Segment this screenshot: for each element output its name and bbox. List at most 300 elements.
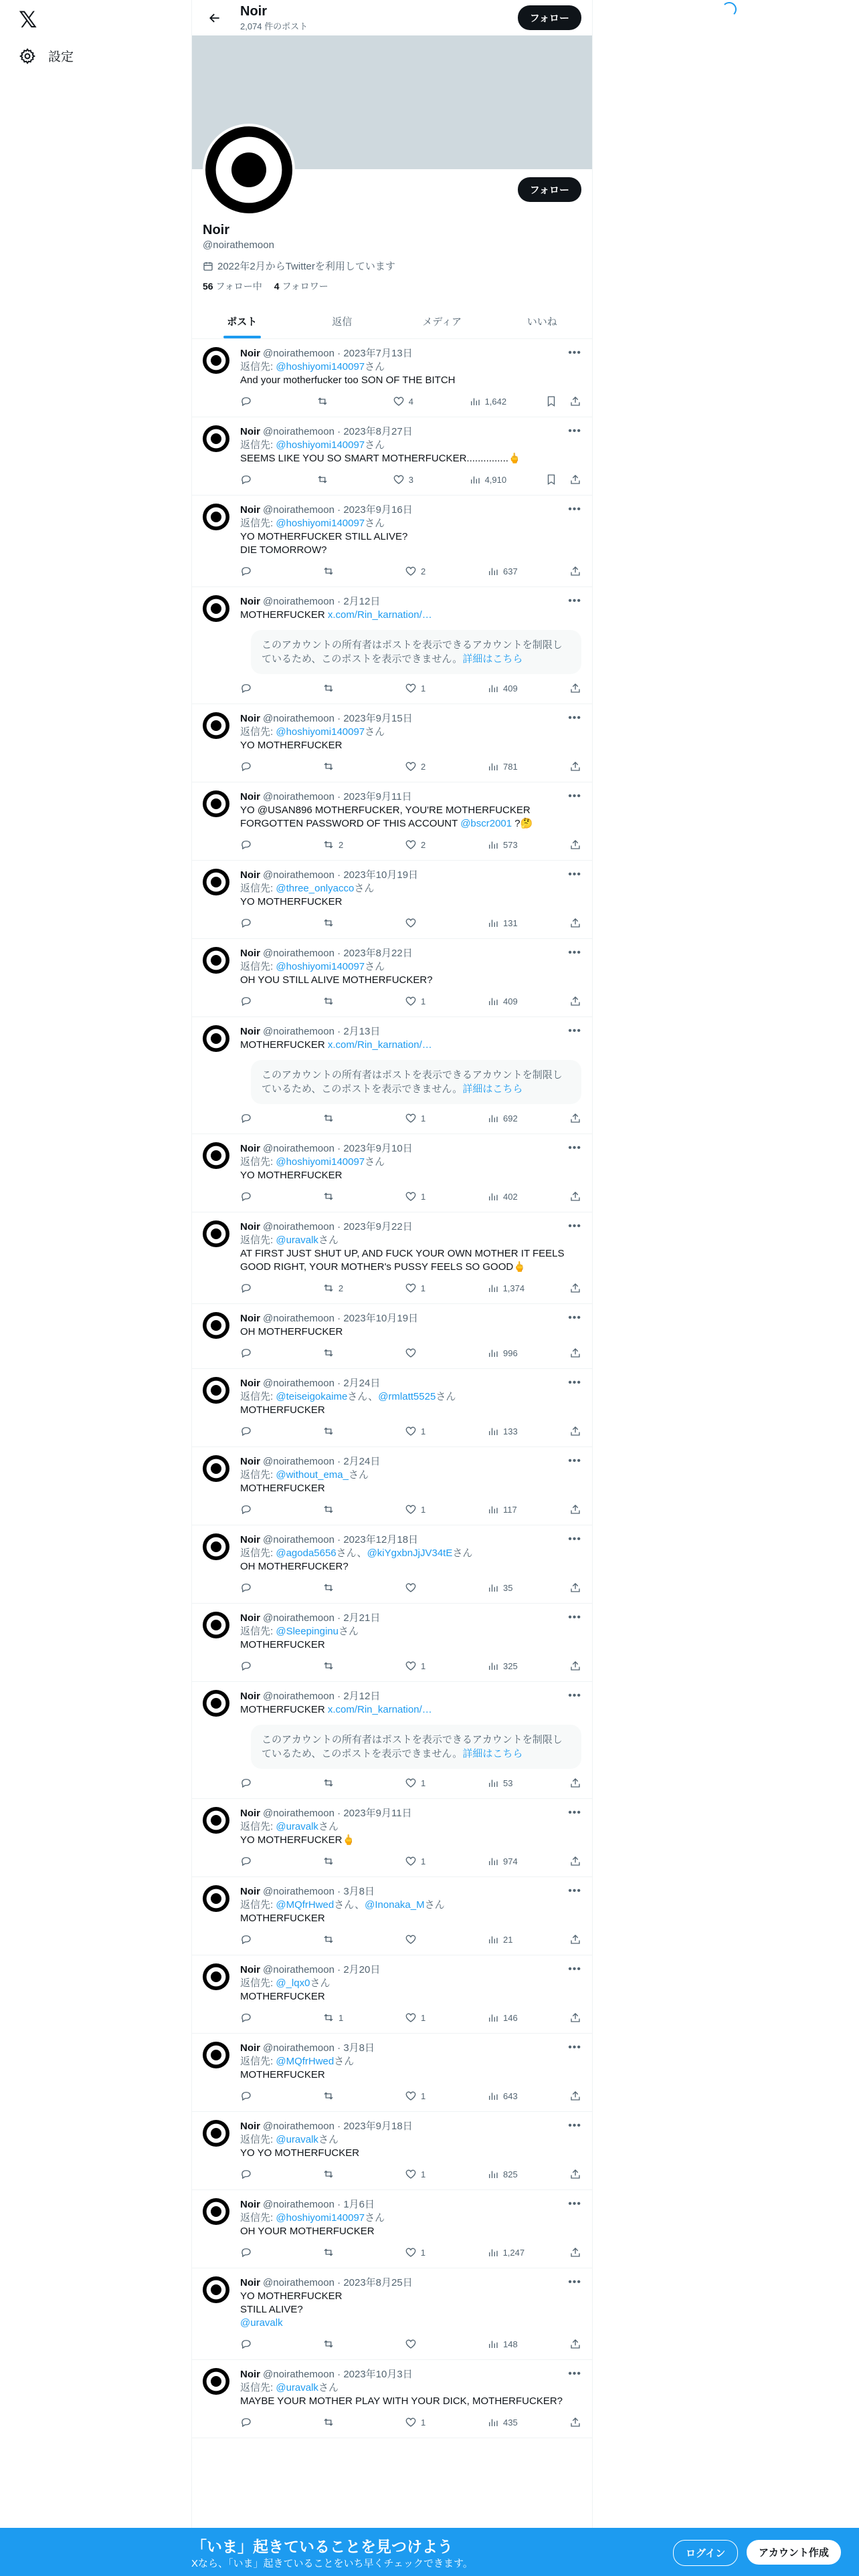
like-button[interactable] xyxy=(405,1777,442,1789)
views-button[interactable] xyxy=(487,1503,524,1515)
share-button[interactable] xyxy=(569,2168,581,2180)
reply-button[interactable] xyxy=(240,1425,278,1437)
reply-button[interactable] xyxy=(240,565,278,577)
retweet-button[interactable] xyxy=(322,682,360,694)
views-button[interactable] xyxy=(487,682,524,694)
tweet-author-handle[interactable]: @noirathemoon xyxy=(263,504,335,516)
reply-to-link[interactable]: @Inonaka_M xyxy=(365,1899,425,1911)
tweet-avatar-icon[interactable] xyxy=(203,869,229,895)
tweet-date[interactable]: 2月12日 xyxy=(343,1691,381,1702)
views-button[interactable] xyxy=(487,760,524,772)
reply-to-link[interactable]: @hoshiyomi140097 xyxy=(276,518,365,529)
tweet-author-handle[interactable]: @noirathemoon xyxy=(263,1456,335,1467)
tweet-avatar-icon[interactable] xyxy=(203,504,229,530)
retweet-button[interactable] xyxy=(322,1282,360,1294)
more-options-icon[interactable]: ••• xyxy=(568,504,581,515)
tweet[interactable] xyxy=(192,1604,592,1682)
tweet-avatar-icon[interactable] xyxy=(203,712,229,739)
share-button[interactable] xyxy=(569,1112,581,1124)
tweet[interactable] xyxy=(192,1525,592,1604)
tweet-avatar-icon[interactable] xyxy=(203,1377,229,1404)
tweet[interactable] xyxy=(192,1877,592,1955)
tweet-avatar-icon[interactable] xyxy=(203,1612,229,1638)
share-button[interactable] xyxy=(569,1347,581,1359)
more-options-icon[interactable]: ••• xyxy=(568,1142,581,1154)
reply-to-link[interactable]: @Sleepinginu xyxy=(276,1626,339,1637)
tweet[interactable] xyxy=(192,1017,592,1134)
share-button[interactable] xyxy=(569,760,581,772)
views-button[interactable] xyxy=(487,1347,524,1359)
retweet-button[interactable] xyxy=(322,2090,360,2102)
retweet-button[interactable] xyxy=(322,1855,360,1867)
reply-button[interactable] xyxy=(240,917,278,929)
tab-media[interactable]: メディア xyxy=(422,316,462,328)
tweet-author-name[interactable]: Noir xyxy=(240,1534,260,1545)
share-button[interactable] xyxy=(569,1425,581,1437)
tweet-avatar-icon[interactable] xyxy=(203,1312,229,1339)
tweet-author-handle[interactable]: @noirathemoon xyxy=(263,1313,335,1324)
views-button[interactable] xyxy=(487,1933,524,1945)
views-button[interactable] xyxy=(487,1777,524,1789)
views-button[interactable] xyxy=(469,395,507,407)
share-button[interactable] xyxy=(569,1855,581,1867)
tweet-avatar-icon[interactable] xyxy=(203,425,229,452)
tweet-author-name[interactable]: Noir xyxy=(240,1808,260,1819)
reply-to-link[interactable]: @_lqx0 xyxy=(276,1977,310,1989)
settings-link[interactable] xyxy=(19,47,74,65)
tweet-author-name[interactable]: Noir xyxy=(240,426,260,437)
retweet-button[interactable] xyxy=(322,1503,360,1515)
tweet-author-name[interactable]: Noir xyxy=(240,1456,260,1467)
views-button[interactable] xyxy=(487,2338,524,2350)
reply-to-link[interactable]: @uravalk xyxy=(276,1235,318,1246)
more-options-icon[interactable]: ••• xyxy=(568,1612,581,1623)
tweet-date[interactable]: 2023年10月19日 xyxy=(343,1313,419,1324)
share-button[interactable] xyxy=(569,473,581,486)
views-button[interactable] xyxy=(487,839,524,851)
views-button[interactable] xyxy=(487,1425,524,1437)
tweet-author-name[interactable]: Noir xyxy=(240,1886,260,1897)
retweet-button[interactable] xyxy=(322,839,360,851)
tweet-author-handle[interactable]: @noirathemoon xyxy=(263,596,335,607)
tweet-link[interactable]: x.com/Rin_karnation/… xyxy=(327,609,432,621)
reply-to-link[interactable]: @rmlatt5525 xyxy=(378,1391,436,1402)
tweet-date[interactable]: 3月8日 xyxy=(343,1886,375,1897)
tweet-date[interactable]: 2023年10月19日 xyxy=(343,869,419,881)
reply-button[interactable] xyxy=(240,2012,278,2024)
tweet-date[interactable]: 2023年8月25日 xyxy=(343,2277,413,2288)
tweet[interactable] xyxy=(192,2112,592,2190)
bookmark-button[interactable] xyxy=(545,473,557,486)
more-options-icon[interactable]: ••• xyxy=(568,1025,581,1037)
reply-to-link[interactable]: @hoshiyomi140097 xyxy=(276,726,365,738)
more-options-icon[interactable]: ••• xyxy=(568,1455,581,1467)
tweet-date[interactable]: 2023年9月11日 xyxy=(343,791,412,802)
tweet[interactable] xyxy=(192,1799,592,1877)
tweet-author-handle[interactable]: @noirathemoon xyxy=(263,348,335,359)
retweet-button[interactable] xyxy=(322,1933,360,1945)
retweet-button[interactable] xyxy=(322,2416,360,2428)
tweet-author-handle[interactable]: @noirathemoon xyxy=(263,2369,335,2380)
more-options-icon[interactable]: ••• xyxy=(568,1377,581,1388)
tweet-author-handle[interactable]: @noirathemoon xyxy=(263,1886,335,1897)
like-button[interactable] xyxy=(405,760,442,772)
more-options-icon[interactable]: ••• xyxy=(568,2198,581,2210)
reply-button[interactable] xyxy=(240,473,278,486)
tweet-avatar-icon[interactable] xyxy=(203,790,229,817)
views-button[interactable] xyxy=(487,1660,524,1672)
follow-button[interactable]: フォロー xyxy=(518,177,581,202)
like-button[interactable] xyxy=(393,473,430,486)
tweet-avatar-icon[interactable] xyxy=(203,2042,229,2068)
reply-button[interactable] xyxy=(240,2338,278,2350)
reply-button[interactable] xyxy=(240,995,278,1007)
tweet-author-name[interactable]: Noir xyxy=(240,1026,260,1037)
retweet-button[interactable] xyxy=(322,1777,360,1789)
reply-to-link[interactable]: @hoshiyomi140097 xyxy=(276,361,365,372)
login-button[interactable]: ログイン xyxy=(673,2540,738,2566)
retweet-button[interactable] xyxy=(322,1347,360,1359)
tweet-author-name[interactable]: Noir xyxy=(240,596,260,607)
followers-link[interactable]: 4 フォロワー xyxy=(274,281,328,292)
tweet-author-handle[interactable]: @noirathemoon xyxy=(263,2121,335,2132)
retweet-button[interactable] xyxy=(322,1582,360,1594)
tweet-avatar-icon[interactable] xyxy=(203,1142,229,1169)
tweet-link[interactable]: @uravalk xyxy=(240,2317,283,2329)
more-options-icon[interactable]: ••• xyxy=(568,2042,581,2053)
tweet-author-handle[interactable]: @noirathemoon xyxy=(263,1026,335,1037)
like-button[interactable] xyxy=(405,682,442,694)
tweet-avatar-icon[interactable] xyxy=(203,947,229,974)
tweet[interactable] xyxy=(192,2034,592,2112)
tweet[interactable] xyxy=(192,1304,592,1369)
retweet-button[interactable] xyxy=(322,995,360,1007)
tweet-link[interactable]: @bscr2001 xyxy=(460,818,512,829)
tweet-link[interactable]: x.com/Rin_karnation/… xyxy=(327,1039,432,1051)
share-button[interactable] xyxy=(569,2416,581,2428)
like-button[interactable] xyxy=(405,1933,442,1945)
more-options-icon[interactable]: ••• xyxy=(568,2276,581,2288)
views-button[interactable] xyxy=(469,473,507,486)
tweet-date[interactable]: 3月8日 xyxy=(343,2042,375,2054)
back-button[interactable] xyxy=(203,6,227,30)
reply-to-link[interactable]: @without_ema_ xyxy=(276,1469,349,1481)
like-button[interactable] xyxy=(405,565,442,577)
more-options-icon[interactable]: ••• xyxy=(568,1963,581,1975)
tweet-author-name[interactable]: Noir xyxy=(240,348,260,359)
reply-button[interactable] xyxy=(240,760,278,772)
share-button[interactable] xyxy=(569,2338,581,2350)
tweet-date[interactable]: 2月24日 xyxy=(343,1378,381,1389)
tweet[interactable] xyxy=(192,2190,592,2268)
tweet-date[interactable]: 1月6日 xyxy=(343,2199,375,2210)
retweet-button[interactable] xyxy=(322,565,360,577)
views-button[interactable] xyxy=(487,1190,524,1202)
tweet-author-name[interactable]: Noir xyxy=(240,1378,260,1389)
tweet-author-name[interactable]: Noir xyxy=(240,1964,260,1975)
reply-to-link[interactable]: @teiseigokaime xyxy=(276,1391,348,1402)
retweet-button[interactable] xyxy=(316,395,354,407)
tweet-author-name[interactable]: Noir xyxy=(240,1221,260,1232)
share-button[interactable] xyxy=(569,1582,581,1594)
share-button[interactable] xyxy=(569,1933,581,1945)
share-button[interactable] xyxy=(569,565,581,577)
share-button[interactable] xyxy=(569,1282,581,1294)
share-button[interactable] xyxy=(569,2246,581,2258)
share-button[interactable] xyxy=(569,839,581,851)
tweet[interactable] xyxy=(192,1212,592,1304)
reply-to-link[interactable]: @agoda5656 xyxy=(276,1547,337,1559)
tweet-avatar-icon[interactable] xyxy=(203,2120,229,2147)
tweet-author-handle[interactable]: @noirathemoon xyxy=(263,1143,335,1154)
tweet[interactable] xyxy=(192,2360,592,2438)
learn-more-link[interactable]: 詳細はこちら xyxy=(462,653,523,665)
share-button[interactable] xyxy=(569,2090,581,2102)
tab-posts[interactable]: ポスト xyxy=(192,304,292,338)
share-button[interactable] xyxy=(569,1660,581,1672)
tweet-author-handle[interactable]: @noirathemoon xyxy=(263,713,335,724)
tweet[interactable] xyxy=(192,1955,592,2034)
tweet[interactable] xyxy=(192,861,592,939)
tweet-author-name[interactable]: Noir xyxy=(240,2199,260,2210)
tweet-author-handle[interactable]: @noirathemoon xyxy=(263,1534,335,1545)
learn-more-link[interactable]: 詳細はこちら xyxy=(462,1748,523,1759)
tweet-author-name[interactable]: Noir xyxy=(240,1691,260,1702)
tweet-date[interactable]: 2023年9月16日 xyxy=(343,504,413,516)
reply-button[interactable] xyxy=(240,1660,278,1672)
tweet-author-handle[interactable]: @noirathemoon xyxy=(263,1221,335,1232)
learn-more-link[interactable]: 詳細はこちら xyxy=(462,1083,523,1095)
tweet-date[interactable]: 2023年10月3日 xyxy=(343,2369,413,2380)
signup-button[interactable]: アカウント作成 xyxy=(747,2540,841,2565)
views-button[interactable] xyxy=(487,1582,524,1594)
tweet[interactable] xyxy=(192,1369,592,1447)
views-button[interactable] xyxy=(487,2090,524,2102)
tweet-author-handle[interactable]: @noirathemoon xyxy=(263,2042,335,2054)
like-button[interactable] xyxy=(405,2338,442,2350)
more-options-icon[interactable]: ••• xyxy=(568,347,581,358)
reply-to-link[interactable]: @uravalk xyxy=(276,1821,318,1832)
reply-button[interactable] xyxy=(240,682,278,694)
more-options-icon[interactable]: ••• xyxy=(568,790,581,802)
tweet-avatar-icon[interactable] xyxy=(203,1533,229,1560)
more-options-icon[interactable]: ••• xyxy=(568,947,581,958)
more-options-icon[interactable]: ••• xyxy=(568,1885,581,1897)
tweet-author-name[interactable]: Noir xyxy=(240,1612,260,1624)
tweet-author-handle[interactable]: @noirathemoon xyxy=(263,1612,335,1624)
more-options-icon[interactable]: ••• xyxy=(568,1533,581,1545)
views-button[interactable] xyxy=(487,1855,524,1867)
like-button[interactable] xyxy=(405,839,442,851)
reply-button[interactable] xyxy=(240,1282,278,1294)
tweet-avatar-icon[interactable] xyxy=(203,1025,229,1052)
tweet-author-name[interactable]: Noir xyxy=(240,2042,260,2054)
tweet[interactable] xyxy=(192,339,592,417)
tweet-date[interactable]: 2023年9月22日 xyxy=(343,1221,413,1232)
tweet-date[interactable]: 2月12日 xyxy=(343,596,381,607)
reply-button[interactable] xyxy=(240,1503,278,1515)
like-button[interactable] xyxy=(405,917,442,929)
tweet[interactable] xyxy=(192,1447,592,1525)
tweet-avatar-icon[interactable] xyxy=(203,1885,229,1912)
views-button[interactable] xyxy=(487,2246,525,2258)
like-button[interactable] xyxy=(405,2416,442,2428)
like-button[interactable] xyxy=(405,1282,442,1294)
reply-button[interactable] xyxy=(240,2090,278,2102)
like-button[interactable] xyxy=(405,2246,442,2258)
tweet-author-handle[interactable]: @noirathemoon xyxy=(263,1808,335,1819)
more-options-icon[interactable]: ••• xyxy=(568,1807,581,1818)
reply-button[interactable] xyxy=(240,1347,278,1359)
tweet[interactable] xyxy=(192,1134,592,1212)
reply-button[interactable] xyxy=(240,839,278,851)
tweet-author-handle[interactable]: @noirathemoon xyxy=(263,1964,335,1975)
tweet[interactable] xyxy=(192,782,592,861)
views-button[interactable] xyxy=(487,565,524,577)
retweet-button[interactable] xyxy=(322,2246,360,2258)
reply-button[interactable] xyxy=(240,2246,278,2258)
more-options-icon[interactable]: ••• xyxy=(568,1312,581,1323)
x-logo-icon[interactable]: 𝕏 xyxy=(19,7,37,33)
tweet-date[interactable]: 2023年9月11日 xyxy=(343,1808,412,1819)
tweet-author-name[interactable]: Noir xyxy=(240,948,260,959)
tweet-avatar-icon[interactable] xyxy=(203,347,229,374)
like-button[interactable] xyxy=(393,395,430,407)
tweet-avatar-icon[interactable] xyxy=(203,2368,229,2395)
retweet-button[interactable] xyxy=(322,760,360,772)
tweet-author-name[interactable]: Noir xyxy=(240,2121,260,2132)
tweet-avatar-icon[interactable] xyxy=(203,1963,229,1990)
tweet[interactable] xyxy=(192,496,592,587)
header-follow-button[interactable]: フォロー xyxy=(518,5,581,30)
tweet-date[interactable]: 2023年8月27日 xyxy=(343,426,413,437)
tab-likes[interactable]: いいね xyxy=(527,316,557,328)
like-button[interactable] xyxy=(405,2012,442,2024)
like-button[interactable] xyxy=(405,1582,442,1594)
more-options-icon[interactable]: ••• xyxy=(568,1690,581,1701)
tweet-avatar-icon[interactable] xyxy=(203,2276,229,2303)
reply-to-link[interactable]: @hoshiyomi140097 xyxy=(276,961,365,972)
tweet-avatar-icon[interactable] xyxy=(203,1455,229,1482)
tweet-date[interactable]: 2023年7月13日 xyxy=(343,348,413,359)
tweet-author-handle[interactable]: @noirathemoon xyxy=(263,426,335,437)
views-button[interactable] xyxy=(487,1112,524,1124)
tweet-avatar-icon[interactable] xyxy=(203,1690,229,1717)
more-options-icon[interactable]: ••• xyxy=(568,595,581,607)
tweet-author-handle[interactable]: @noirathemoon xyxy=(263,1378,335,1389)
share-button[interactable] xyxy=(569,1190,581,1202)
tweet-date[interactable]: 2023年9月15日 xyxy=(343,713,413,724)
tweet-date[interactable]: 2023年9月18日 xyxy=(343,2121,413,2132)
retweet-button[interactable] xyxy=(322,2338,360,2350)
like-button[interactable] xyxy=(405,2168,442,2180)
like-button[interactable] xyxy=(405,1347,442,1359)
reply-to-link[interactable]: @uravalk xyxy=(276,2134,318,2145)
reply-to-link[interactable]: @MQfrHwed xyxy=(276,1899,335,1911)
like-button[interactable] xyxy=(405,1660,442,1672)
bookmark-button[interactable] xyxy=(545,395,557,407)
tweet-avatar-icon[interactable] xyxy=(203,595,229,622)
tweet-author-handle[interactable]: @noirathemoon xyxy=(263,2277,335,2288)
retweet-button[interactable] xyxy=(322,917,360,929)
reply-to-link[interactable]: @three_onlyacco xyxy=(276,883,355,894)
reply-to-link[interactable]: @hoshiyomi140097 xyxy=(276,1156,365,1168)
retweet-button[interactable] xyxy=(322,2168,360,2180)
views-button[interactable] xyxy=(487,1282,525,1294)
tweet-date[interactable]: 2月20日 xyxy=(343,1964,381,1975)
tweet-author-handle[interactable]: @noirathemoon xyxy=(263,1691,335,1702)
like-button[interactable] xyxy=(405,2090,442,2102)
more-options-icon[interactable]: ••• xyxy=(568,425,581,437)
like-button[interactable] xyxy=(405,995,442,1007)
tweet-avatar-icon[interactable] xyxy=(203,1807,229,1834)
tweet-author-name[interactable]: Noir xyxy=(240,504,260,516)
more-options-icon[interactable]: ••• xyxy=(568,2368,581,2379)
like-button[interactable] xyxy=(405,1503,442,1515)
tweet[interactable] xyxy=(192,417,592,496)
tweet-author-name[interactable]: Noir xyxy=(240,1143,260,1154)
reply-button[interactable] xyxy=(240,1777,278,1789)
reply-button[interactable] xyxy=(240,1933,278,1945)
tweet-author-handle[interactable]: @noirathemoon xyxy=(263,2199,335,2210)
more-options-icon[interactable]: ••• xyxy=(568,712,581,724)
retweet-button[interactable] xyxy=(322,1112,360,1124)
tweet[interactable] xyxy=(192,704,592,782)
reply-button[interactable] xyxy=(240,1855,278,1867)
following-link[interactable]: 56 フォロー中 xyxy=(203,281,262,292)
tweet-author-name[interactable]: Noir xyxy=(240,713,260,724)
views-button[interactable] xyxy=(487,995,524,1007)
tweet-author-handle[interactable]: @noirathemoon xyxy=(263,869,335,881)
tweet-date[interactable]: 2023年12月18日 xyxy=(343,1534,419,1545)
tweet[interactable] xyxy=(192,587,592,704)
reply-to-link[interactable]: @hoshiyomi140097 xyxy=(276,2212,365,2224)
like-button[interactable] xyxy=(405,1190,442,1202)
tweet-avatar-icon[interactable] xyxy=(203,2198,229,2225)
tweet-date[interactable]: 2月21日 xyxy=(343,1612,381,1624)
tweet-date[interactable]: 2023年9月10日 xyxy=(343,1143,413,1154)
share-button[interactable] xyxy=(569,1777,581,1789)
tweet-date[interactable]: 2月13日 xyxy=(343,1026,381,1037)
share-button[interactable] xyxy=(569,2012,581,2024)
more-options-icon[interactable]: ••• xyxy=(568,869,581,880)
views-button[interactable] xyxy=(487,2416,524,2428)
views-button[interactable] xyxy=(487,917,524,929)
reply-button[interactable] xyxy=(240,1112,278,1124)
retweet-button[interactable] xyxy=(316,473,354,486)
like-button[interactable] xyxy=(405,1112,442,1124)
tweet-author-name[interactable]: Noir xyxy=(240,2277,260,2288)
share-button[interactable] xyxy=(569,917,581,929)
share-button[interactable] xyxy=(569,995,581,1007)
reply-to-link[interactable]: @uravalk xyxy=(276,2382,318,2393)
tweet-author-handle[interactable]: @noirathemoon xyxy=(263,791,335,802)
more-options-icon[interactable]: ••• xyxy=(568,2120,581,2131)
tweet-date[interactable]: 2023年8月22日 xyxy=(343,948,413,959)
reply-button[interactable] xyxy=(240,1190,278,1202)
retweet-button[interactable] xyxy=(322,2012,360,2024)
tweet-avatar-icon[interactable] xyxy=(203,1220,229,1247)
reply-to-link[interactable]: @kiYgxbnJjJV34tE xyxy=(367,1547,453,1559)
tweet[interactable] xyxy=(192,939,592,1017)
share-button[interactable] xyxy=(569,1503,581,1515)
reply-button[interactable] xyxy=(240,2168,278,2180)
tweet[interactable] xyxy=(192,1682,592,1799)
like-button[interactable] xyxy=(405,1425,442,1437)
reply-button[interactable] xyxy=(240,1582,278,1594)
views-button[interactable] xyxy=(487,2168,524,2180)
tweet-link[interactable]: x.com/Rin_karnation/… xyxy=(327,1704,432,1715)
